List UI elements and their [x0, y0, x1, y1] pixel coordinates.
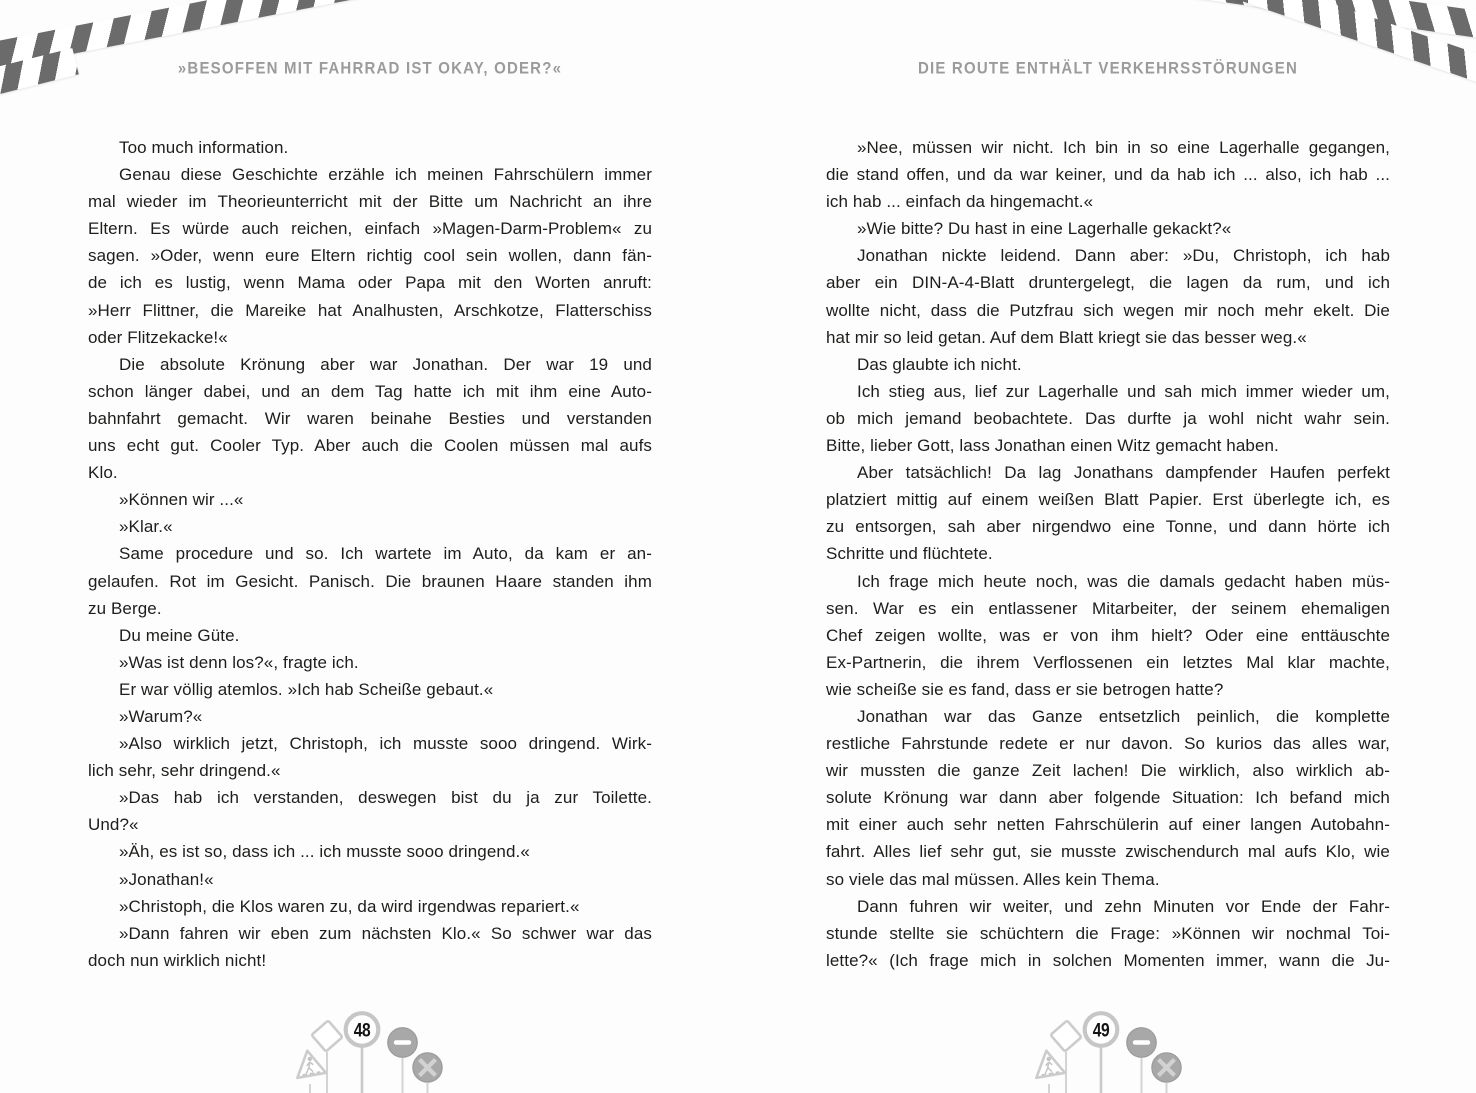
- restriction-end-x-sign-icon: [413, 1053, 442, 1082]
- body-text-line: »Was ist denn los?«, fragte ich.: [119, 652, 359, 672]
- body-text-line: Schritte und flüchtete.: [826, 544, 993, 564]
- page-number: 49: [1092, 1019, 1110, 1041]
- body-text-line: uns echt gut. Cooler Typ. Aber auch die Coolen müssen mal aufs: [88, 436, 652, 456]
- body-text-line: »Jonathan!«: [119, 869, 214, 889]
- body-text-line: wollte nicht, dass die Putzfrau sich wegen mir noch mehr ekelt. Die: [826, 300, 1390, 320]
- body-text-line: de ich es lustig, wenn Mama oder Papa mit den Worten anruft:: [88, 273, 652, 293]
- body-text-line: Und?«: [88, 815, 139, 835]
- body-text-line: »Wie bitte? Du hast in eine Lagerhalle gekackt?«: [857, 219, 1232, 239]
- body-text-line: wie scheiße sie es fand, dass er sie betrogen hatte?: [826, 679, 1224, 699]
- body-text-line: Dann fuhren wir weiter, und zehn Minuten vor Ende der Fahr-: [857, 896, 1390, 916]
- body-text-line: »Christoph, die Klos waren zu, da wird irgendwas repariert.«: [119, 896, 580, 916]
- body-text-line: gelaufen. Rot im Gesicht. Panisch. Die braunen Haare standen ihm: [88, 571, 652, 591]
- body-text-line: bahnfahrt gemacht. Wir waren beinahe Besties und verstanden: [88, 408, 652, 428]
- body-text-line: »Können wir ...«: [119, 490, 244, 510]
- body-text-line: Klo.: [88, 463, 118, 483]
- body-text-line: »Dann fahren wir eben zum nächsten Klo.« So schwer war das: [119, 923, 652, 943]
- restriction-end-x-sign-icon: [1152, 1053, 1181, 1082]
- no-entry-sign-icon: [1127, 1028, 1156, 1057]
- left-running-header: »BESOFFEN MIT FAHRRAD IST OKAY, ODER?«: [177, 59, 563, 79]
- body-text-line: oder Flitzekacke!«: [88, 327, 228, 347]
- page-number-circle-sign: [1085, 1013, 1118, 1046]
- body-text-line: Er war völlig atemlos. »Ich hab Scheiße gebaut.«: [119, 679, 494, 699]
- body-text-line: »Warum?«: [119, 706, 203, 726]
- body-text-line: die stand offen, und da war keiner, und da hab ich ... also, ich hab ...: [826, 165, 1390, 185]
- body-text-line: »Klar.«: [119, 517, 173, 537]
- body-text-line: solute Krönung war dann aber folgende Situation: Ich befand mich: [826, 788, 1390, 808]
- body-text-line: sen. War es ein entlassener Mitarbeiter, der seinem ehemaligen: [826, 598, 1390, 618]
- page-number: 48: [353, 1019, 371, 1041]
- body-text-line: platziert mittig auf einem weißen Blatt Papier. Erst überlegte ich, es: [826, 490, 1390, 510]
- body-text-line: stunde stellte sie schüchtern die Frage: »Können wir nochmal Toi-: [826, 923, 1390, 943]
- body-text-line: ob mich jemand beobachtete. Das durfte ja wohl nicht wahr sein.: [826, 408, 1390, 428]
- body-text-line: Ich frage mich heute noch, was die damals gedacht haben müs-: [857, 571, 1390, 591]
- body-text-line: fahrt. Alles lief sehr gut, sie musste zwischendurch mal aufs Klo, wie: [826, 842, 1390, 862]
- body-text-line: »Nee, müssen wir nicht. Ich bin in so eine Lagerhalle gegangen,: [857, 138, 1390, 157]
- footer-signpost-left: [264, 999, 464, 1093]
- body-text-line: Chef zeigen wollte, was er von ihm hielt? Oder eine enttäuschte: [826, 625, 1390, 645]
- pedestrian-warning-triangle-sign-icon: [1032, 1048, 1065, 1078]
- body-text-line: lette?« (Ich frage mich in solchen Momenten immer, wann die Ju-: [826, 950, 1390, 970]
- body-text-line: Das glaubte ich nicht.: [857, 354, 1022, 374]
- body-text-line: lich sehr, sehr dringend.«: [88, 761, 281, 781]
- body-text-line: mit einer auch sehr netten Fahrschülerin auf einer langen Autobahn-: [826, 815, 1390, 835]
- left-page-body: [88, 134, 652, 974]
- body-text-line: sagen. »Oder, wenn eure Eltern richtig cool sein wollen, dann fän-: [88, 246, 652, 266]
- body-text-line: Bitte, lieber Gott, lass Jonathan einen Witz gemacht haben.: [826, 436, 1279, 456]
- body-text-line: Same procedure und so. Ich wartete im Auto, da kam er an-: [119, 544, 652, 564]
- body-text-line: ich hab ... einfach da hingemacht.«: [826, 192, 1094, 212]
- body-text-line: »Äh, es ist so, dass ich ... ich musste sooo dringend.«: [119, 842, 530, 862]
- body-text-line: wir mussten die ganze Zeit lachen! Die wirklich, also wirklich ab-: [826, 761, 1390, 781]
- priority-diamond-sign-icon: [311, 1020, 342, 1051]
- page-number-circle-sign: [346, 1013, 379, 1046]
- body-text-line: Eltern. Es würde auch reichen, einfach »Magen-Darm-Problem« zu: [88, 219, 652, 239]
- body-text-line: Ex-Partnerin, die ihrem Verflossenen ein letztes Mal klar machte,: [826, 652, 1390, 672]
- body-text-line: Jonathan war das Ganze entsetzlich peinlich, die komplette: [857, 706, 1390, 726]
- body-text-line: hat mir so leid getan. Auf dem Blatt kriegt sie das besser weg.«: [826, 327, 1307, 347]
- body-text-line: zu Berge.: [88, 598, 162, 618]
- body-text-line: Ich stieg aus, lief zur Lagerhalle und sah mich immer wieder um,: [857, 381, 1390, 401]
- body-text-line: Aber tatsächlich! Da lag Jonathans dampfender Haufen perfekt: [857, 463, 1390, 483]
- body-text-line: Du meine Güte.: [119, 625, 240, 645]
- footer-signpost-right: [1003, 999, 1203, 1093]
- body-text-line: »Herr Flittner, die Mareike hat Analhusten, Arschkotze, Flatterschiss: [88, 300, 652, 320]
- body-text-line: Genau diese Geschichte erzähle ich meinen Fahrschülern immer: [119, 165, 652, 185]
- body-text-line: Too much information.: [119, 138, 289, 157]
- body-text-line: zu entsorgen, sah aber nirgendwo eine Tonne, und dann hörte ich: [826, 517, 1390, 537]
- priority-diamond-sign-icon: [1050, 1020, 1081, 1051]
- no-entry-sign-icon: [388, 1028, 417, 1057]
- body-text-line: Jonathan nickte leidend. Dann aber: »Du, Christoph, ich hab: [857, 246, 1390, 266]
- body-text-line: so viele das mal müssen. Alles kein Thema.: [826, 869, 1160, 889]
- body-text-line: schon länger dabei, und an dem Tag hatte ich mit ihm eine Auto-: [88, 381, 652, 401]
- body-text-line: Die absolute Krönung aber war Jonathan. Der war 19 und: [119, 354, 652, 374]
- body-text-line: restliche Fahrstunde redete er nur davon. So kurios das alles war,: [826, 734, 1390, 754]
- right-page-body: [826, 134, 1390, 974]
- body-text-line: doch nun wirklich nicht!: [88, 950, 267, 970]
- caution-tape-icon: [0, 48, 79, 147]
- body-text-line: »Das hab ich verstanden, deswegen bist du ja zur Toilette.: [119, 788, 652, 808]
- body-text-line: »Also wirklich jetzt, Christoph, ich musste sooo dringend. Wirk-: [119, 734, 652, 754]
- right-running-header: DIE ROUTE ENTHÄLT VERKEHRSSTÖRUNGEN: [917, 59, 1299, 79]
- body-text-line: aber ein DIN-A-4-Blatt druntergelegt, die lagen da rum, und ich: [826, 273, 1390, 293]
- body-text-line: mal wieder im Theorieunterricht mit der Bitte um Nachricht an ihre: [88, 192, 652, 212]
- pedestrian-warning-triangle-sign-icon: [293, 1048, 326, 1078]
